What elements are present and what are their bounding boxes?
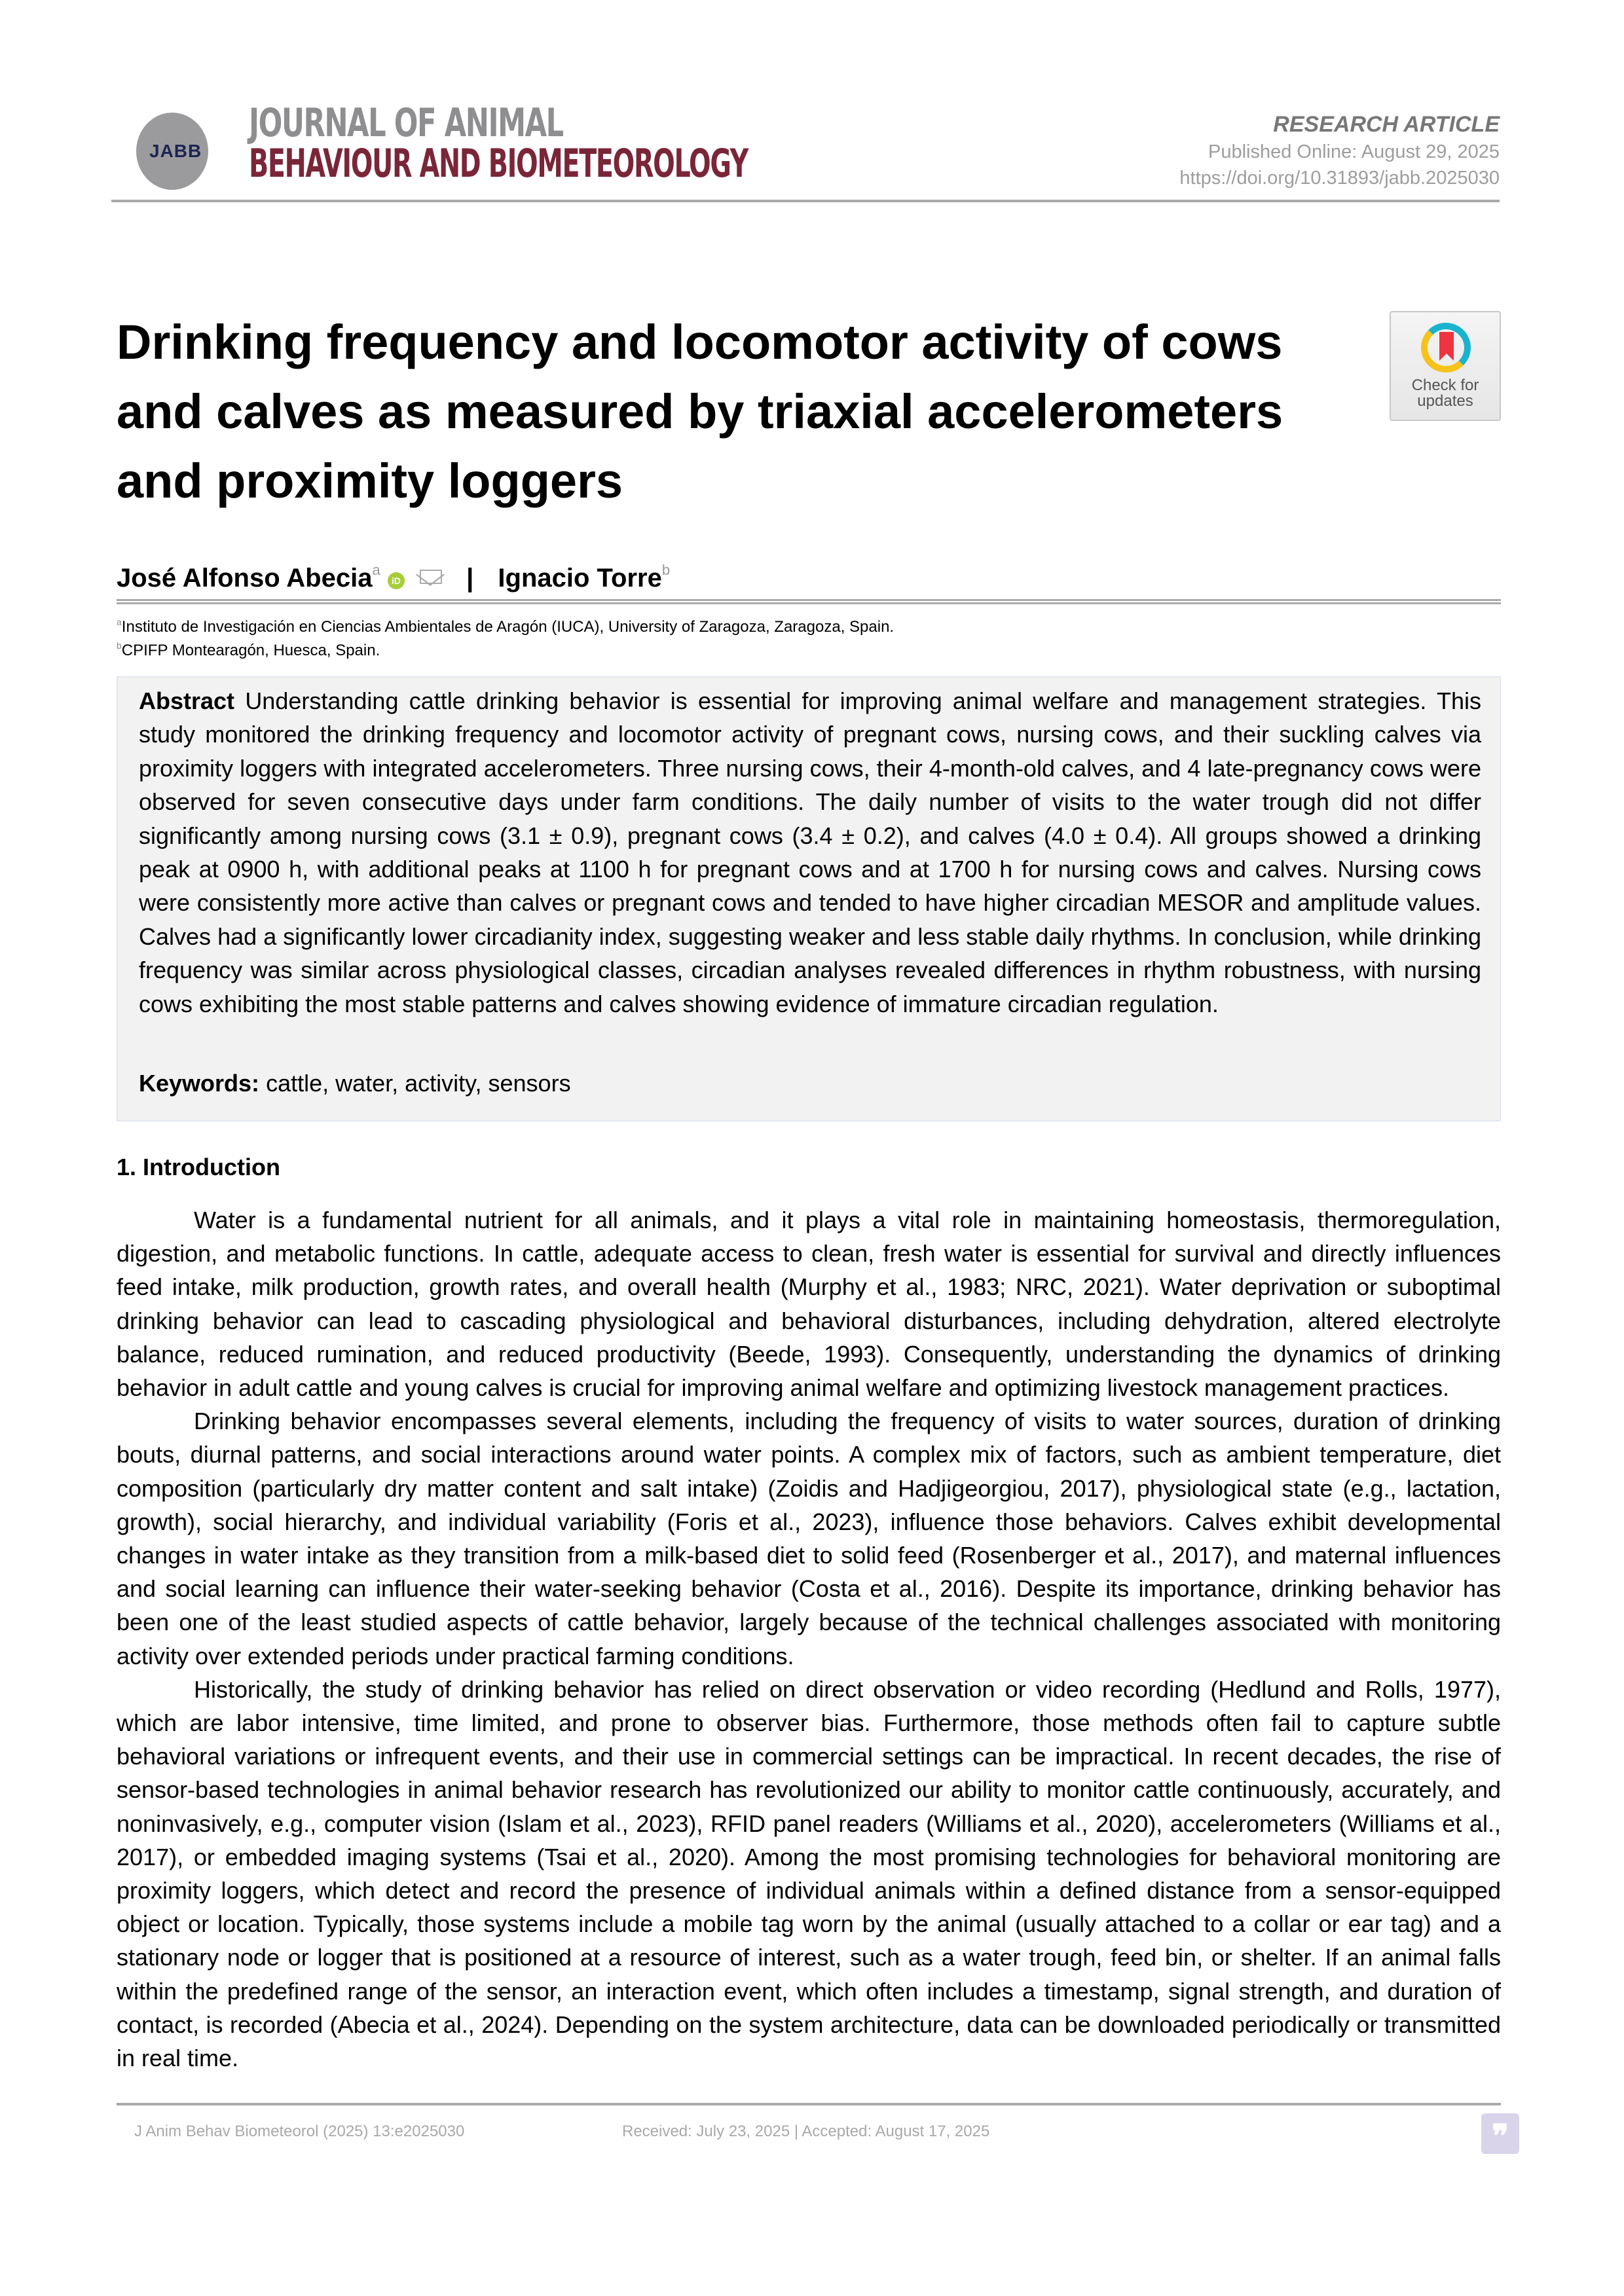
affiliation-text: CPIFP Montearagón, Huesca, Spain.	[121, 642, 380, 659]
abstract-label: Abstract	[139, 687, 235, 714]
journal-logo	[124, 105, 223, 196]
article-title: Drinking frequency and locomotor activity of cows and calves as measured by triaxial accelerometers and proximity loggers	[117, 315, 1283, 508]
affiliation-sup: b	[117, 640, 122, 651]
doi-link[interactable]: https://doi.org/10.31893/jabb.2025030	[1179, 168, 1500, 189]
abstract-text	[139, 684, 1481, 1021]
paragraph: Historically, the study of drinking behavior has relied on direct observation or video recording (Hedlund and Rolls, 1977), which are labor intensive, time limited, and prone to observer bias. Furthermore, those methods often fail to capture subtle behavioral variations or infrequent events, and their use in commercial settings can be impractical. In recent decades, the rise of sensor-based technologies in animal behavior research has revolutionized our ability to monitor cattle continuously, accurately, and noninvasively, e.g., computer vision (Islam et al., 2023), RFID panel readers (Williams et al., 2020), accelerometers (Williams et al., 2017), or embedded imaging systems (Tsai et al., 2020). Among the most promising technologies for behavioral monitoring are proximity loggers, which detect and record the presence of individual animals within a defined distance from a sensor-equipped object or location. Typically, those systems include a mobile tag worn by the animal (usually attached to a collar or ear tag) and a stationary node or logger that is positioned at a resource of interest, such as a water trough, feed bin, or shelter. If an animal falls within the predefined range of the sensor, an interaction event, which often includes a timestamp, signal strength, and duration of contact, is recorded (Abecia et al., 2024). Depending on the system architecture, data can be downloaded periodically or transmitted in real time.	[117, 1675, 1501, 2072]
paragraph: Water is a fundamental nutrient for all animals, and it plays a vital role in maintaining homeostasis, thermoregulation, digestion, and metabolic functions. In cattle, adequate access to clean, fresh water is essential for survival and directly influences feed intake, milk production, growth rates, and overall health (Murphy et al., 1983; NRC, 2021). Water deprivation or suboptimal drinking behavior can lead to cascading physiological and behavioral disturbances, including dehydration, altered electrolyte balance, reduced rumination, and reduced productivity (Beede, 1993). Consequently, understanding the dynamics of drinking behavior in adult cattle and young calves is crucial for improving animal welfare and optimizing livestock management practices.	[117, 1207, 1501, 1402]
author-separator: |	[466, 564, 474, 592]
check-for-updates-button[interactable]	[1390, 311, 1501, 421]
crossmark-label-line2: updates	[1417, 392, 1473, 410]
quote-icon[interactable]: ❞	[1481, 2113, 1519, 2154]
logo-text: JABB	[149, 141, 202, 161]
article-meta	[1179, 110, 1500, 191]
journal-name-line2: BEHAVIOUR AND BIOMETEOROLOGY	[249, 141, 748, 187]
abstract-box	[117, 676, 1501, 1121]
footer-divider	[117, 2103, 1501, 2105]
crossmark-label-line1: Check for	[1411, 376, 1479, 394]
paragraph: Drinking behavior encompasses several elements, including the frequency of visits to water sources, duration of drinking bouts, diurnal patterns, and social interactions around water points. A complex mix of factors, such as ambient temperature, diet composition (particularly dry matter content and salt intake) (Zoidis and Hadjigeorgiou, 2017), physiological state (e.g., lactation, growth), social hierarchy, and individual variability (Foris et al., 2023), influence those behaviors. Calves exhibit developmental changes in water intake as they transition from a milk-based diet to solid feed (Rosenberger et al., 2017), and maternal influences and social learning can influence their water-seeking behavior (Costa et al., 2016). Despite its importance, drinking behavior has been one of the least studied aspects of cattle behavior, largely because of the technical challenges associated with monitoring activity over extended periods under practical farming conditions.	[117, 1408, 1501, 1669]
email-icon[interactable]	[420, 570, 442, 584]
section-body	[117, 1203, 1501, 2075]
affiliation	[117, 640, 380, 660]
author-divider	[117, 599, 1501, 604]
author-affil-sup: b	[661, 562, 671, 578]
affiliation	[117, 617, 894, 636]
footer-citation: J Anim Behav Biometeorol (2025) 13:e2025030	[134, 2123, 465, 2140]
abstract-body: Understanding cattle drinking behavior is essential for improving animal welfare and management strategies. This study monitored the drinking frequency and locomotor activity of pregnant cows, nursing cows, and their suckling calves via proximity loggers with integrated accelerometers. Three nursing cows, their 4-month-old calves, and 4 late-pregnancy cows were observed for seven consecutive days under farm conditions. The daily number of visits to the water trough did not differ significantly among nursing cows (3.1 ± 0.9), pregnant cows (3.4 ± 0.2), and calves (4.0 ± 0.4). All groups showed a drinking peak at 0900 h, with additional peaks at 1100 h for pregnant cows and at 1700 h for nursing cows and calves. Nursing cows were consistently more active than calves or pregnant cows and tended to have higher circadian MESOR and amplitude values. Calves had a significantly lower circadianity index, suggesting weaker and less stable daily rhythms. In conclusion, while drinking frequency was similar across physiological classes, circadian analyses revealed differences in rhythm robustness, with nursing cows exhibiting the most stable patterns and calves showing evidence of immature circadian regulation.	[139, 687, 1481, 1017]
author-list	[117, 562, 670, 593]
author-name[interactable]: José Alfonso Abecia	[117, 564, 373, 592]
journal-name-line1: JOURNAL OF ANIMAL	[249, 100, 563, 146]
section-heading: 1. Introduction	[117, 1154, 280, 1180]
keywords-list: cattle, water, activity, sensors	[266, 1070, 571, 1097]
footer-dates: Received: July 23, 2025 | Accepted: August 17, 2025	[622, 2123, 990, 2140]
keywords-label: Keywords:	[139, 1070, 260, 1097]
article-type: RESEARCH ARTICLE	[1273, 112, 1500, 137]
orcid-icon[interactable]: iD	[388, 572, 405, 589]
affiliation-sup: a	[117, 617, 122, 627]
author-name[interactable]: Ignacio Torre	[498, 564, 662, 592]
header-divider	[111, 200, 1500, 202]
keywords	[139, 1067, 571, 1100]
published-date: Published Online: August 29, 2025	[1208, 141, 1500, 162]
author-affil-sup: a	[372, 562, 380, 578]
affiliation-text: Instituto de Investigación en Ciencias Ambientales de Aragón (IUCA), University of Zaragoza, Zaragoza, Spain.	[121, 618, 895, 636]
